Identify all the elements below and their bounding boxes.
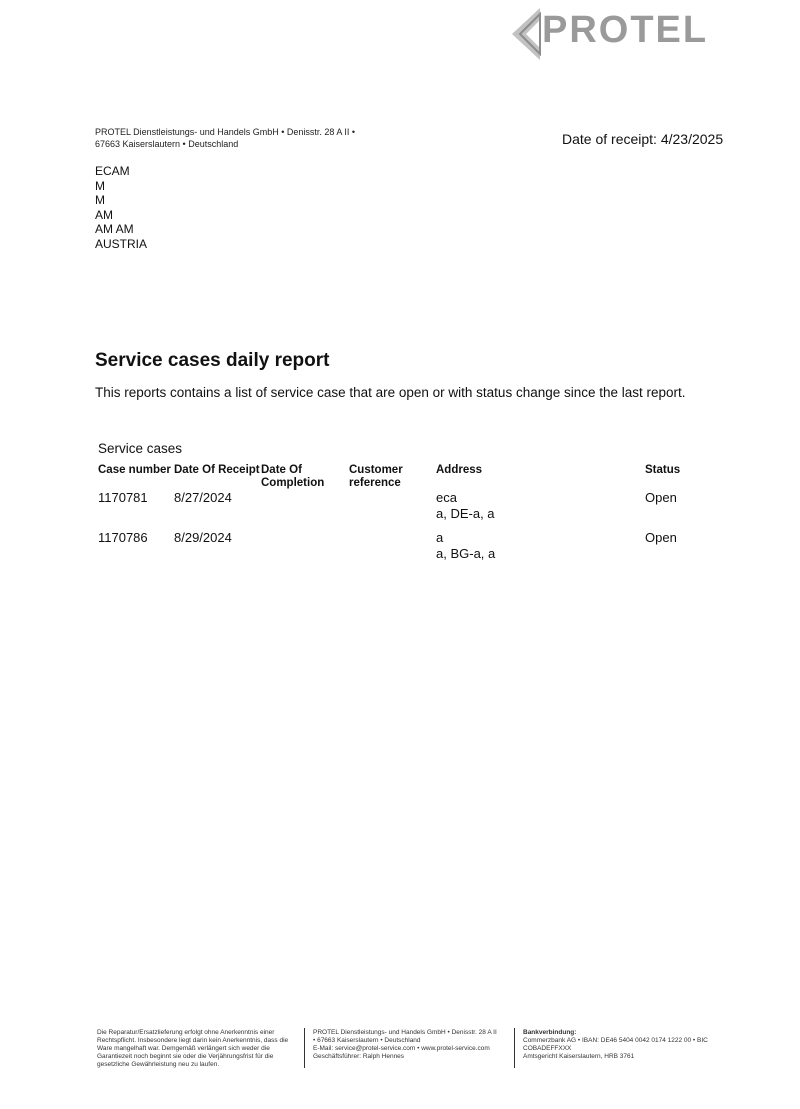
header-text: reference xyxy=(349,477,401,489)
footer-line: PROTEL Dienstleistungs- und Handels GmbH • Denisstr. 28 A II xyxy=(313,1029,497,1036)
date-of-receipt: Date of receipt: 4/23/2025 xyxy=(562,131,724,147)
recipient-line: M xyxy=(95,193,105,207)
footer-bank-title: Bankverbindung: xyxy=(523,1029,577,1036)
sender-line: PROTEL Dienstleistungs- und Handels GmbH • Denisstr. 28 A II • xyxy=(95,127,356,137)
header-date-of-receipt: Date Of Receipt xyxy=(174,464,260,476)
footer-line: Commerzbank AG • IBAN: DE46 5404 0042 0174 1222 00 • BIC xyxy=(523,1037,708,1044)
protel-logo-text: PROTEL xyxy=(542,9,709,51)
cell-address xyxy=(436,490,495,522)
table-section-title: Service cases xyxy=(98,441,183,456)
footer-line: Ware mangelhaft war. Demgemäß verlängert sich weder die xyxy=(97,1045,270,1052)
cell-date-of-receipt: 8/27/2024 xyxy=(174,490,232,505)
cell-status: Open xyxy=(645,490,677,505)
cell-status: Open xyxy=(645,530,677,545)
footer-legal-notice xyxy=(97,1029,288,1069)
footer-line: • 67663 Kaiserslautern • Deutschland xyxy=(313,1037,421,1044)
protel-logo xyxy=(506,4,716,64)
address-line: a xyxy=(436,530,444,545)
recipient-line: ECAM xyxy=(95,164,130,178)
header-text: Completion xyxy=(261,477,325,489)
address-line: a, BG-a, a xyxy=(436,546,496,561)
footer-line: gesetzliche Gewährleistung neu zu laufen. xyxy=(97,1061,220,1068)
footer-line: Rechtspflicht. Insbesondere liegt darin kein Anerkenntnis, dass die xyxy=(97,1037,289,1044)
footer-bank-info xyxy=(523,1029,708,1061)
footer-line: COBADEFFXXX xyxy=(523,1045,572,1052)
address-line: a, DE-a, a xyxy=(436,506,495,521)
cell-address xyxy=(436,530,495,562)
footer-line: E-Mail: service@protel-service.com • www.protel-service.com xyxy=(313,1045,490,1052)
header-text: Customer xyxy=(349,464,403,476)
recipient-line: AM AM xyxy=(95,222,134,236)
recipient-line: AM xyxy=(95,207,113,222)
header-customer-reference xyxy=(349,464,403,490)
protel-logo-chevron-icon xyxy=(506,4,546,64)
recipient-address xyxy=(95,164,147,251)
cell-date-of-receipt: 8/29/2024 xyxy=(174,530,232,545)
footer-divider xyxy=(304,1028,305,1068)
footer-line: Geschäftsführer: Ralph Hennes xyxy=(313,1053,405,1060)
footer-line: Amtsgericht Kaiserslautern, HRB 3761 xyxy=(523,1053,635,1060)
header-text: Date Of xyxy=(261,464,302,476)
cell-case-number: 1170781 xyxy=(98,490,148,505)
sender-address xyxy=(95,126,355,150)
footer-line: Die Reparatur/Ersatzlieferung erfolgt ohne Anerkenntnis einer xyxy=(97,1029,275,1036)
sender-line: 67663 Kaiserslautern • Deutschland xyxy=(95,139,239,149)
report-title: Service cases daily report xyxy=(95,350,330,371)
header-date-of-completion xyxy=(261,464,324,490)
cell-case-number: 1170786 xyxy=(98,530,148,545)
recipient-line: M xyxy=(95,178,105,193)
header-status: Status xyxy=(645,464,681,476)
footer-line: Garantiezeit noch beginnt sie oder die Verjährungsfrist für die xyxy=(97,1053,274,1060)
address-line: eca xyxy=(436,490,457,505)
report-intro: This reports contains a list of service case that are open or with status change since the last report. xyxy=(95,385,686,400)
footer-company-info xyxy=(313,1029,497,1061)
recipient-line: AUSTRIA xyxy=(95,236,148,251)
footer-divider xyxy=(514,1028,515,1068)
header-case-number: Case number xyxy=(98,464,171,476)
header-address: Address xyxy=(436,464,483,476)
